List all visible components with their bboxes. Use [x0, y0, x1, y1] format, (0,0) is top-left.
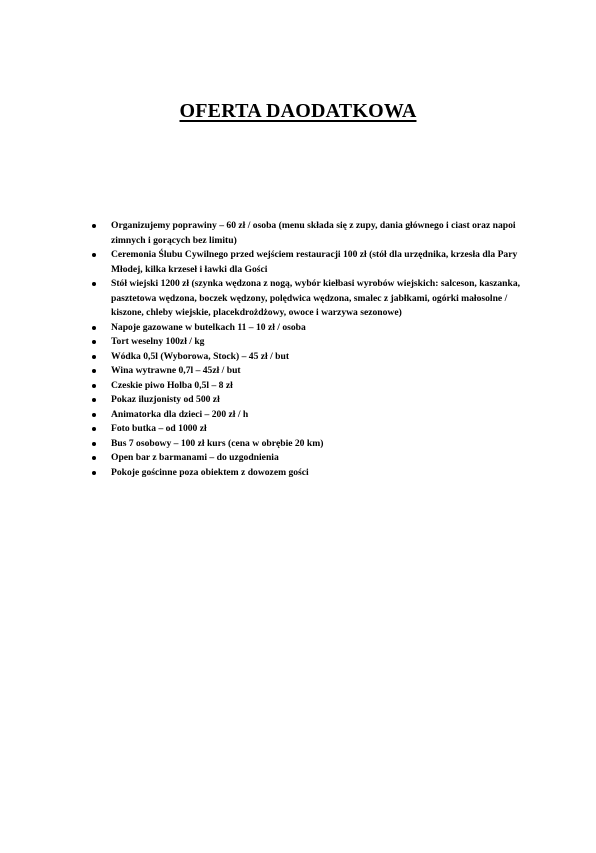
- offer-item-text: Stół wiejski 1200 zł (szynka wędzona z nogą, wybór kiełbasi wyrobów wiejskich: salceson, kaszanka, pasztetowa wędzona, boczek wędzony, polędwica wędzona, smalec z jabłkami, ogórki małosolne / kiszone, chleby wiejskie, placekdrożdżowy, owoce i warzywa sezonowe): [111, 278, 521, 318]
- offer-item: [92, 466, 532, 481]
- offer-item: [92, 321, 532, 336]
- bullet-icon: [92, 384, 96, 388]
- offer-item-text: Napoje gazowane w butelkach 11 – 10 zł / osoba: [111, 321, 306, 333]
- offer-item-text: Open bar z barmanami – do uzgodnienia: [111, 452, 279, 463]
- bullet-icon: [92, 398, 96, 402]
- offer-item-text: Animatorka dla dzieci – 200 zł / h: [111, 408, 249, 420]
- offer-item: [92, 437, 532, 452]
- offer-item-text: Pokoje gościnne poza obiektem z dowozem gości: [111, 466, 309, 478]
- offer-item-text: Bus 7 osobowy – 100 zł kurs (cena w obrębie 20 km): [111, 437, 324, 449]
- offer-item: [92, 350, 532, 365]
- offer-item: [92, 379, 532, 394]
- bullet-icon: [92, 326, 96, 330]
- offer-item: [92, 408, 532, 423]
- bullet-icon: [92, 427, 96, 431]
- offer-item-text: Organizujemy poprawiny – 60 zł / osoba (menu składa się z zupy, dania głównego i ciast oraz napoi zimnych i gorących bez limitu): [111, 220, 516, 246]
- offer-item: [92, 219, 532, 248]
- bullet-icon: [92, 282, 96, 286]
- offer-item-text: Tort weselny 100zł / kg: [111, 336, 205, 347]
- offer-item-text: Wina wytrawne 0,7l – 45zł / but: [111, 365, 241, 376]
- offer-item: [92, 364, 532, 379]
- bullet-icon: [92, 355, 96, 359]
- offer-item: [92, 277, 532, 321]
- bullet-icon: [92, 471, 96, 475]
- bullet-icon: [92, 224, 96, 228]
- offer-item: [92, 422, 532, 437]
- offer-item: [92, 248, 532, 277]
- offer-list: [92, 219, 532, 480]
- bullet-icon: [92, 456, 96, 460]
- offer-item-text: Ceremonia Ślubu Cywilnego przed wejściem restauracji 100 zł (stół dla urzędnika, krzesła dla Pary Młodej, kilka krzeseł i ławki dla Gości: [111, 249, 518, 275]
- bullet-icon: [92, 253, 96, 257]
- offer-item-text: Foto butka – od 1000 zł: [111, 423, 207, 434]
- bullet-icon: [92, 413, 96, 417]
- offer-item-text: Czeskie piwo Holba 0,5l – 8 zł: [111, 379, 233, 391]
- offer-item: [92, 335, 532, 350]
- bullet-icon: [92, 369, 96, 373]
- offer-item: [92, 451, 532, 466]
- document-title: OFERTA DAODATKOWA: [179, 100, 417, 122]
- offer-item-text: Wódka 0,5l (Wyborowa, Stock) – 45 zł / but: [111, 350, 290, 362]
- offer-item: [92, 393, 532, 408]
- bullet-icon: [92, 340, 96, 344]
- offer-item-text: Pokaz iluzjonisty od 500 zł: [111, 394, 220, 405]
- bullet-icon: [92, 442, 96, 446]
